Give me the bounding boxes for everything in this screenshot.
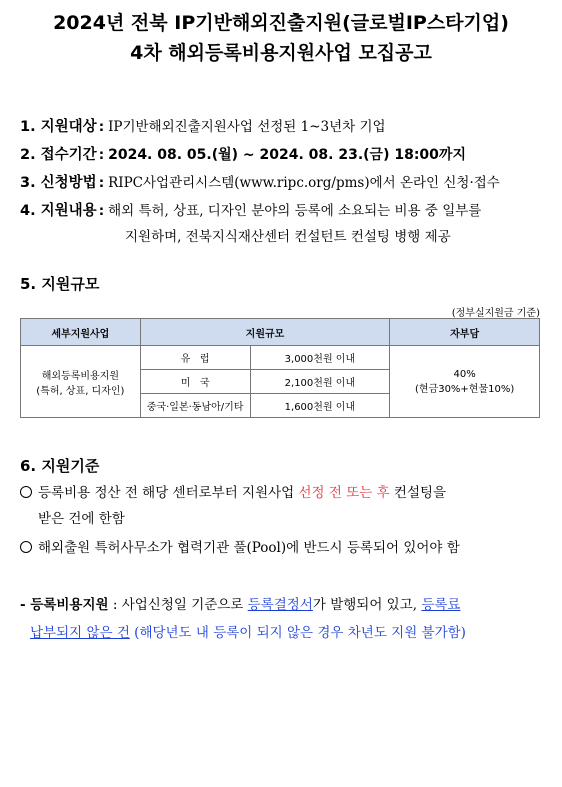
circle-bullet-icon — [20, 486, 32, 498]
region-cell: 중국·일본·동남아/기타 — [140, 394, 250, 418]
item-value: IP기반해외진출지원사업 선정된 1~3년차 기업 — [108, 119, 386, 135]
amount-cell: 2,100천원 이내 — [250, 370, 390, 394]
item-value: 해외 특허, 상표, 디자인 분야의 등록에 소요되는 비용 중 일부를 — [108, 203, 482, 219]
section-5-title: 5. 지원규모 — [20, 275, 100, 293]
criteria-bullet-2: 해외출원 특허사무소가 협력기관 풀(Pool)에 반드시 등록되어 있어야 함 — [20, 535, 550, 561]
header-program: 세부지원사업 — [21, 319, 141, 346]
amount-cell: 1,600천원 이내 — [250, 394, 390, 418]
item-target: 1. 지원대상 : IP기반해외진출지원사업 선정된 1~3년차 기업 — [20, 119, 386, 135]
region-cell: 유 럽 — [140, 346, 250, 370]
self-pay-cell: 40% (현금30%+현물10%) — [390, 346, 540, 418]
header-scale: 지원규모 — [140, 319, 390, 346]
criteria-bullet-1-line-2: 받은 건에 한함 — [38, 511, 125, 527]
header-self-pay: 자부담 — [390, 319, 540, 346]
support-table — [20, 318, 540, 418]
table-note: (정부실지원금 기준) — [451, 308, 540, 319]
region-cell: 미 국 — [140, 370, 250, 394]
registration-detail-line-2: 납부되지 않은 건 (해당년도 내 등록이 되지 않은 경우 차년도 지원 불가함) — [30, 625, 466, 641]
item-value: RIPC사업관리시스템(www.ripc.org/pms)에서 온라인 신청·접수 — [108, 175, 500, 191]
item-content: 4. 지원내용 : 해외 특허, 상표, 디자인 분야의 등록에 소요되는 비용 중 일부를 — [20, 203, 482, 219]
item-method: 3. 신청방법 : RIPC사업관리시스템(www.ripc.org/pms)에서 온라인 신청·접수 — [20, 175, 500, 191]
amount-cell: 3,000천원 이내 — [250, 346, 390, 370]
item-value: 2024. 08. 05.(월) ~ 2024. 08. 23.(금) 18:00까지 — [108, 147, 466, 163]
section-6-title: 6. 지원기준 — [20, 457, 100, 475]
circle-bullet-icon — [20, 541, 32, 553]
item-label: 2. 접수기간 — [20, 147, 97, 163]
item-label: 1. 지원대상 — [20, 119, 97, 135]
program-cell: 해외등록비용지원 (특허, 상표, 디자인) — [21, 346, 141, 418]
title-line-1: 2024년 전북 IP기반해외진출지원(글로벌IP스타기업) — [53, 12, 509, 34]
item-period: 2. 접수기간 : 2024. 08. 05.(월) ~ 2024. 08. 23.(금) 18:00까지 — [20, 147, 466, 163]
item-label: 4. 지원내용 — [20, 203, 97, 219]
item-label: 3. 신청방법 — [20, 175, 97, 191]
table-row — [21, 346, 540, 370]
item-value-line-2: 지원하며, 전북지식재산센터 컨설턴트 컨설팅 병행 제공 — [125, 229, 451, 245]
criteria-bullet-1: 등록비용 정산 전 해당 센터로부터 지원사업 선정 전 또는 후 컨설팅을 — [20, 480, 550, 506]
registration-detail: - 등록비용지원 : 사업신청일 기준으로 등록결정서가 발행되어 있고, 등록료 — [20, 597, 461, 613]
title-line-2: 4차 해외등록비용지원사업 모집공고 — [130, 42, 432, 64]
